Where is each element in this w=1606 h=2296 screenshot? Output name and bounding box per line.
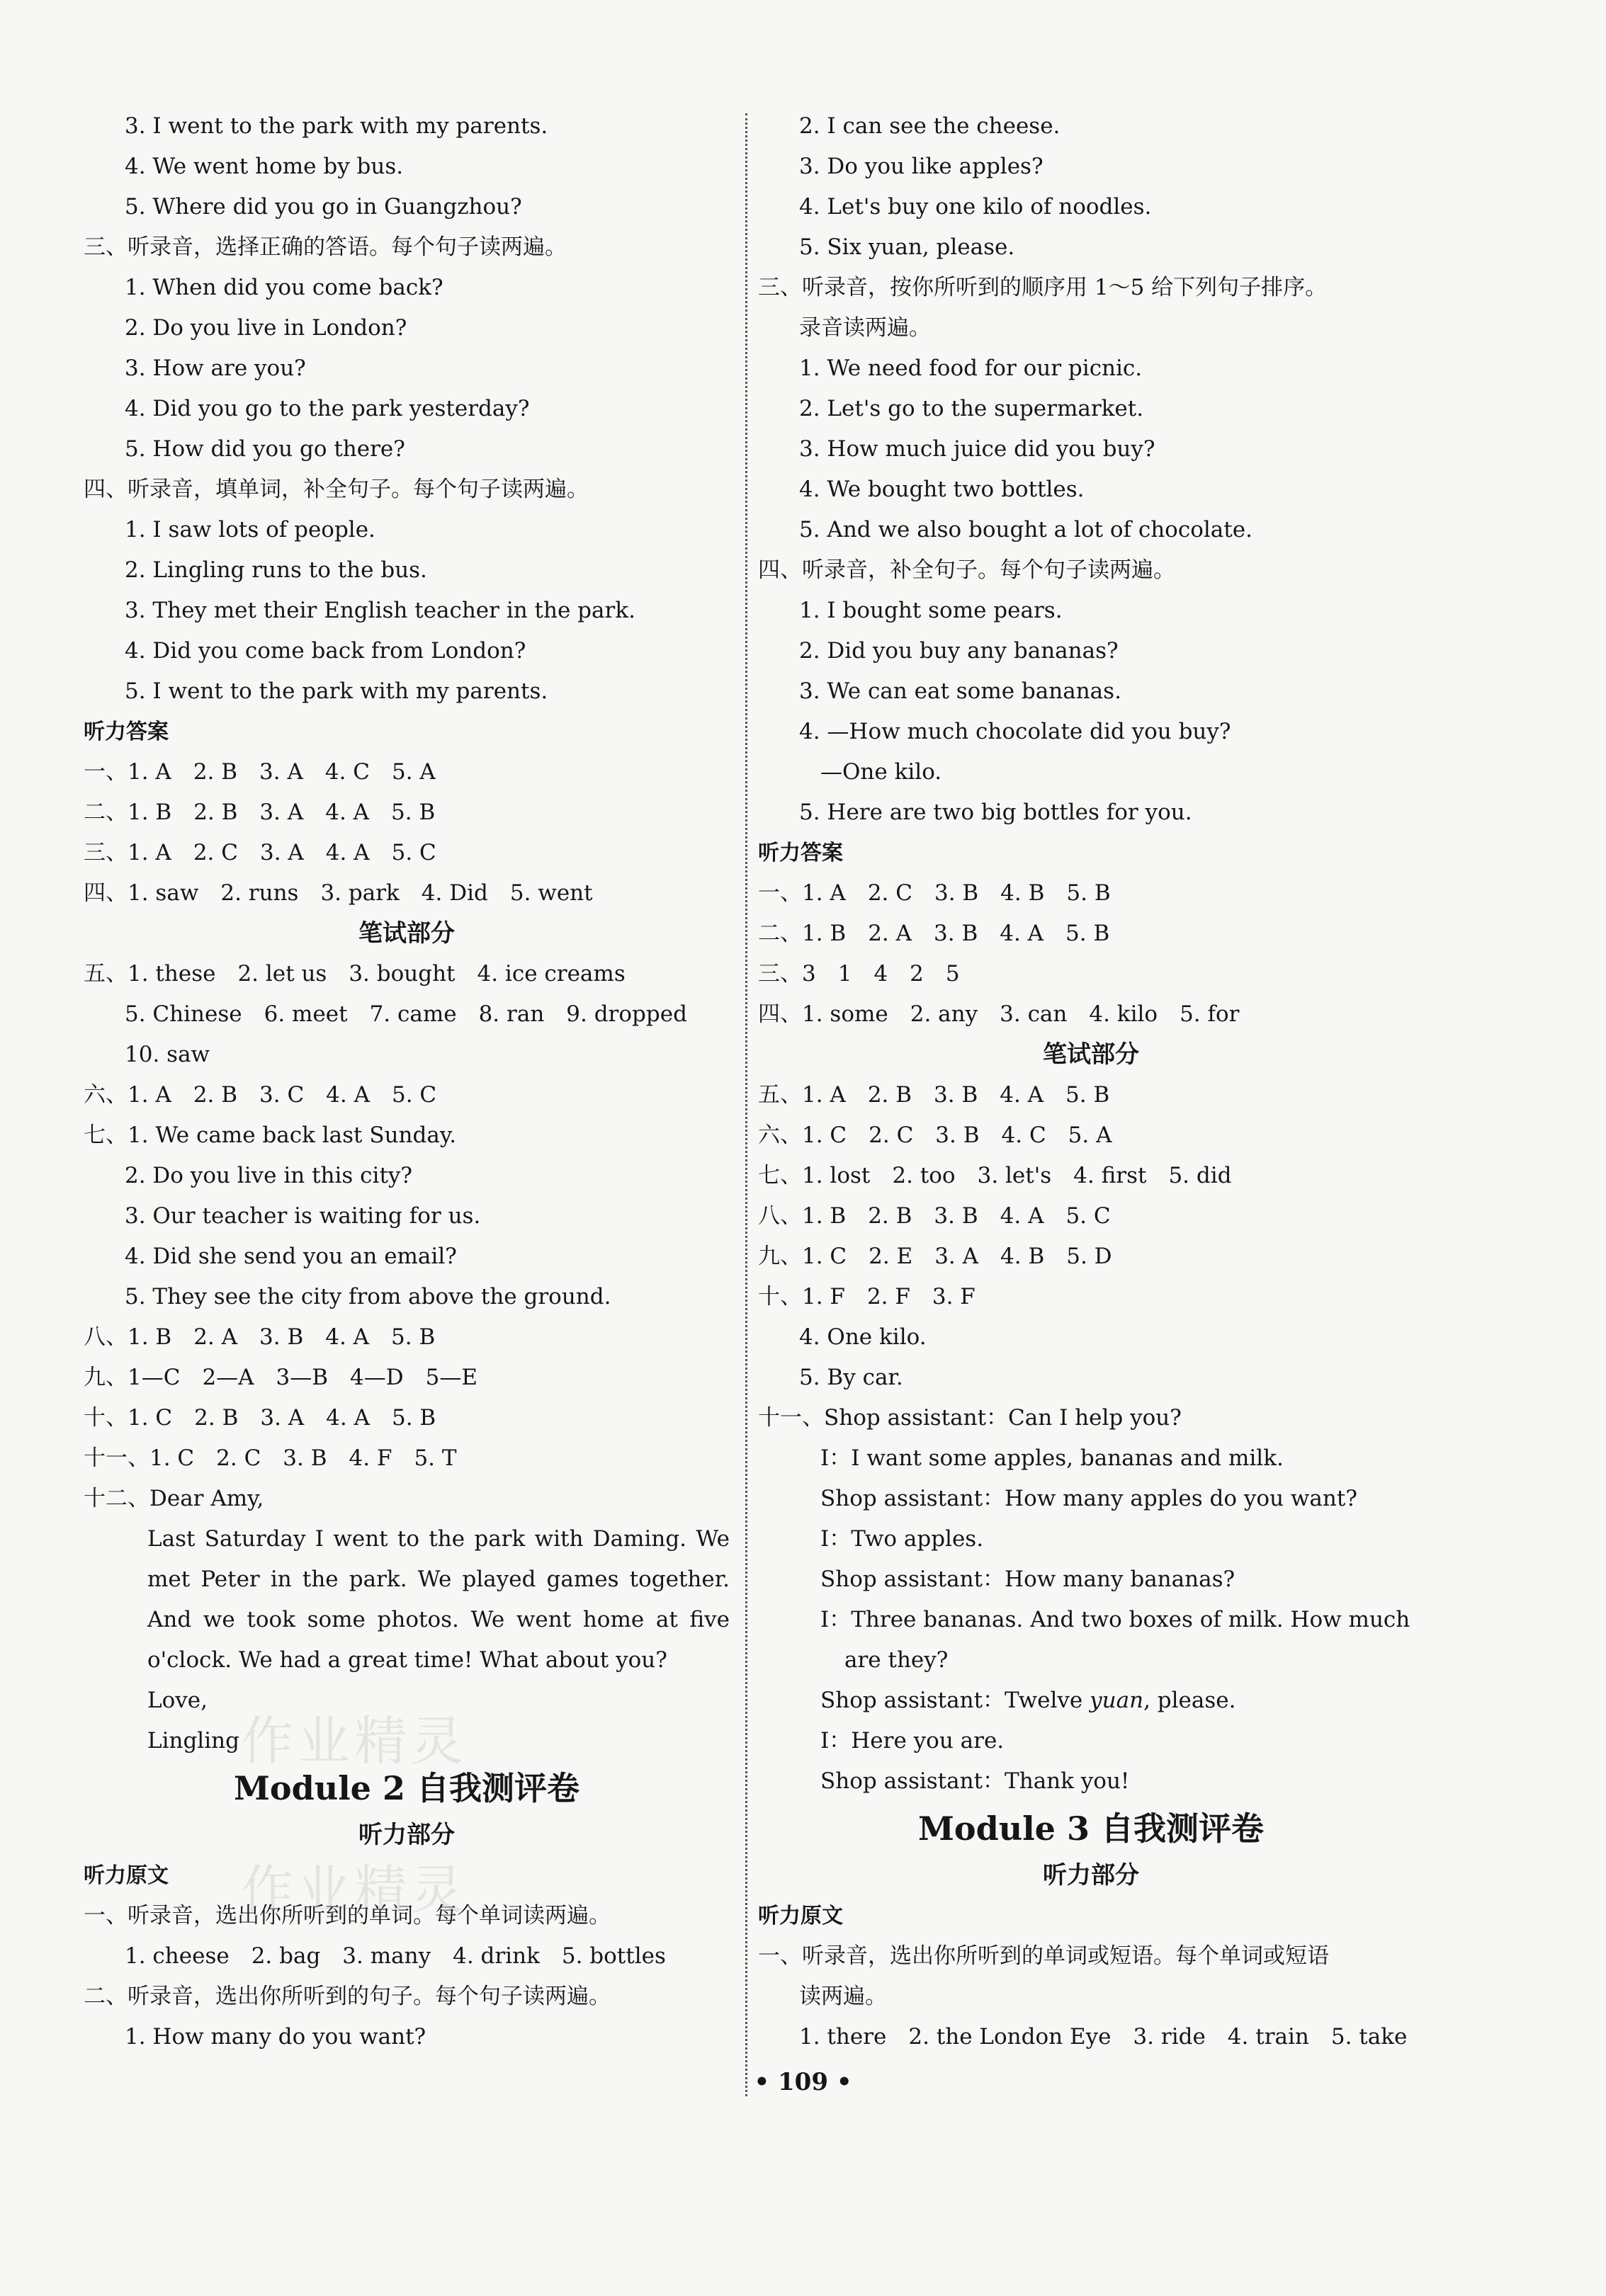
answer-line: 4. One kilo.	[799, 1324, 927, 1350]
answer-line: 四、1. some 2. any 3. can 4. kilo 5. for	[758, 1001, 1240, 1027]
letter-greeting: 十二、Dear Amy,	[84, 1486, 264, 1511]
answer-line: 四、1. saw 2. runs 3. park 4. Did 5. went	[84, 880, 593, 906]
answer-line: 七、1. We came back last Sunday.	[84, 1123, 457, 1148]
answer-line: 三、1. A 2. C 3. A 4. A 5. C	[84, 840, 436, 865]
text-line: —One kilo.	[820, 759, 942, 785]
text-line: 4. —How much chocolate did you buy?	[799, 719, 1231, 744]
transcript-heading: 听力原文	[84, 1863, 169, 1888]
text-line: 4. Did you come back from London?	[125, 638, 526, 664]
text-line: 4. Did you go to the park yesterday?	[125, 396, 530, 421]
text-line: 5. And we also bought a lot of chocolate.	[799, 517, 1252, 542]
module-title: Module 3 自我测评卷	[918, 1809, 1264, 1848]
dialogue-line: I：Three bananas. And two boxes of milk. How much	[820, 1607, 1410, 1632]
letter-closing: Love,	[147, 1688, 208, 1713]
text-line: 1. I saw lots of people.	[125, 517, 375, 542]
dialogue-line	[758, 1681, 1424, 1721]
section-heading-cont: 读两遍。	[799, 1984, 887, 2009]
text-line: 5. Here are two big bottles for you.	[799, 800, 1192, 825]
section-heading: 一、听录音，选出你所听到的单词或短语。每个单词或短语	[758, 1943, 1329, 1969]
text-line: 2. I can see the cheese.	[799, 113, 1061, 139]
text-line: 5. I went to the park with my parents.	[125, 678, 548, 704]
text-line: 1. cheese 2. bag 3. many 4. drink 5. bottles	[125, 1943, 666, 1969]
module-title: Module 2 自我测评卷	[234, 1769, 579, 1807]
dialogue-text: , please.	[1143, 1688, 1236, 1713]
section-heading: 三、听录音，选择正确的答语。每个句子读两遍。	[84, 234, 567, 260]
answer-line: 五、1. these 2. let us 3. bought 4. ice creams	[84, 961, 626, 987]
text-line: 4. We bought two bottles.	[799, 477, 1085, 502]
dialogue-text: Shop assistant：Twelve	[820, 1688, 1090, 1713]
answers-heading: 听力答案	[758, 841, 843, 865]
text-line: 1. there 2. the London Eye 3. ride 4. train 5. take	[799, 2024, 1408, 2050]
answer-line: 七、1. lost 2. too 3. let's 4. first 5. did	[758, 1163, 1232, 1188]
written-part-heading: 笔试部分	[358, 919, 455, 948]
text-line: 3. We can eat some bananas.	[799, 678, 1121, 704]
answer-line: 六、1. C 2. C 3. B 4. C 5. A	[758, 1123, 1112, 1148]
text-line: 2. Lingling runs to the bus.	[125, 557, 427, 583]
text-line: 2. Let's go to the supermarket.	[799, 396, 1144, 421]
dialogue-line: 十一、Shop assistant：Can I help you?	[758, 1405, 1182, 1431]
answer-line: 十一、1. C 2. C 3. B 4. F 5. T	[84, 1445, 457, 1471]
page-number: • 109 •	[754, 2068, 852, 2096]
letter-signature: Lingling	[147, 1728, 239, 1754]
section-heading: 二、听录音，选出你所听到的句子。每个句子读两遍。	[84, 1984, 611, 2009]
text-line: 3. Do you like apples?	[799, 154, 1044, 179]
text-line: 5. Six yuan, please.	[799, 234, 1015, 260]
answers-heading: 听力答案	[84, 720, 169, 744]
listening-part-heading: 听力部分	[358, 1821, 455, 1849]
text-line: 1. How many do you want?	[125, 2024, 426, 2050]
answer-line: 二、1. B 2. A 3. B 4. A 5. B	[758, 921, 1110, 946]
written-part-heading: 笔试部分	[1043, 1040, 1139, 1069]
dialogue-italic-word: yuan	[1090, 1688, 1144, 1713]
answer-line: 九、1. C 2. E 3. A 4. B 5. D	[758, 1244, 1112, 1269]
section-heading: 四、听录音，补全句子。每个句子读两遍。	[758, 557, 1175, 583]
answer-line: 5. They see the city from above the ground.	[125, 1284, 611, 1309]
answer-line: 六、1. A 2. B 3. C 4. A 5. C	[84, 1082, 437, 1108]
dialogue-line: Shop assistant：How many bananas?	[820, 1567, 1235, 1592]
transcript-heading: 听力原文	[758, 1904, 843, 1928]
dialogue-line: I：I want some apples, bananas and milk.	[820, 1445, 1284, 1471]
text-line: 1. I bought some pears.	[799, 598, 1063, 623]
answer-line: 二、1. B 2. B 3. A 4. A 5. B	[84, 800, 436, 825]
dialogue-line: Shop assistant：Thank you!	[820, 1768, 1130, 1794]
column-divider	[745, 113, 747, 2096]
answer-line: 一、1. A 2. C 3. B 4. B 5. B	[758, 880, 1111, 906]
answer-line: 十、1. C 2. B 3. A 4. A 5. B	[84, 1405, 436, 1431]
right-column	[758, 106, 1424, 2057]
answer-line: 八、1. B 2. B 3. B 4. A 5. C	[758, 1203, 1111, 1229]
answer-line: 2. Do you live in this city?	[125, 1163, 413, 1188]
dialogue-line: I：Here you are.	[820, 1728, 1005, 1754]
section-heading: 一、听录音，选出你所听到的单词。每个单词读两遍。	[84, 1903, 611, 1928]
answer-line: 5. By car.	[799, 1365, 903, 1390]
watermark: 作业精灵	[241, 1860, 468, 1921]
answer-line: 5. Chinese 6. meet 7. came 8. ran 9. dropped	[125, 1001, 687, 1027]
text-line: 5. Where did you go in Guangzhou?	[125, 194, 522, 220]
watermark: 作业精灵	[241, 1711, 468, 1772]
section-heading: 三、听录音，按你所听到的顺序用 1～5 给下列句子排序。	[758, 275, 1328, 300]
answer-line: 10. saw	[125, 1042, 210, 1067]
section-heading: 四、听录音，填单词，补全句子。每个句子读两遍。	[84, 477, 589, 502]
text-line: 3. How are you?	[125, 356, 306, 381]
answer-line: 五、1. A 2. B 3. B 4. A 5. B	[758, 1082, 1110, 1108]
text-line: 5. How did you go there?	[125, 436, 405, 462]
letter-body: Last Saturday I went to the park with Daming. We met Peter in the park. We played games together. And we took some photos. We went home at five o'clock. We had a great time! What about you?	[147, 1526, 730, 1673]
dialogue-line-cont: are they?	[844, 1647, 949, 1673]
answer-line: 三、3 1 4 2 5	[758, 961, 960, 987]
listening-part-heading: 听力部分	[1043, 1861, 1139, 1889]
answer-line: 十、1. F 2. F 3. F	[758, 1284, 976, 1309]
text-line: 1. When did you come back?	[125, 275, 443, 300]
answer-line: 4. Did she send you an email?	[125, 1244, 457, 1269]
text-line: 4. Let's buy one kilo of noodles.	[799, 194, 1152, 220]
text-line: 2. Did you buy any bananas?	[799, 638, 1119, 664]
text-line: 2. Do you live in London?	[125, 315, 407, 341]
text-line: 3. How much juice did you buy?	[799, 436, 1155, 462]
dialogue-line: Shop assistant：How many apples do you want?	[820, 1486, 1357, 1511]
answer-line: 3. Our teacher is waiting for us.	[125, 1203, 481, 1229]
text-line: 3. They met their English teacher in the park.	[125, 598, 635, 623]
dialogue-line: I：Two apples.	[820, 1526, 984, 1552]
text-line: 1. We need food for our picnic.	[799, 356, 1143, 381]
text-line: 3. I went to the park with my parents.	[125, 113, 548, 139]
answer-line: 九、1—C 2—A 3—B 4—D 5—E	[84, 1365, 477, 1390]
section-heading-cont: 录音读两遍。	[799, 315, 931, 341]
answer-line: 八、1. B 2. A 3. B 4. A 5. B	[84, 1324, 436, 1350]
text-line: 4. We went home by bus.	[125, 154, 404, 179]
answer-line: 一、1. A 2. B 3. A 4. C 5. A	[84, 759, 436, 785]
